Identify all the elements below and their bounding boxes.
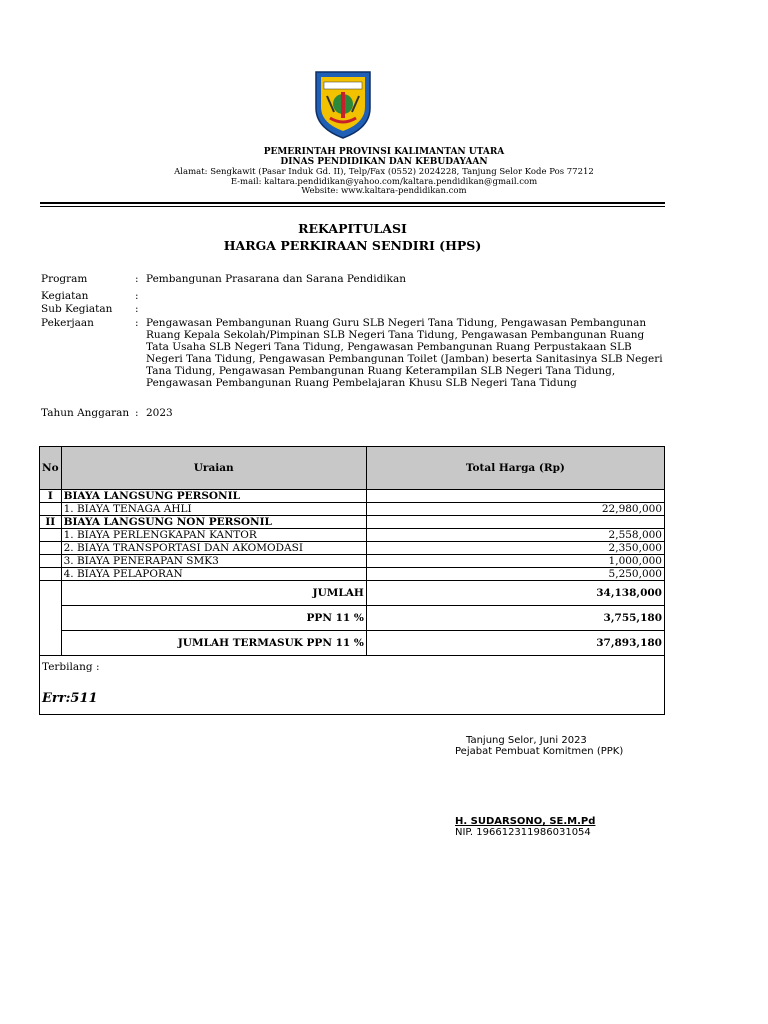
table-row [40,529,665,542]
subkegiatan-label: Sub Kegiatan [41,303,113,315]
program-label: Program [41,273,88,285]
total-value: 37,893,180 [366,631,664,656]
ppn-value: 3,755,180 [366,606,664,631]
letterhead-email: E-mail: kaltara.pendidikan@yahoo.com/kaltara.pendidikan@gmail.com [230,177,538,187]
item-label: 1. BIAYA TENAGA AHLI [61,503,366,516]
kegiatan-label: Kegiatan [41,290,89,302]
section-row [40,516,665,529]
section-label: BIAYA LANGSUNG PERSONIL [61,490,366,503]
letterhead-divider-thin [40,206,665,207]
pekerjaan-colon: : [135,317,139,329]
tahun-anggaran-label: Tahun Anggaran [41,407,130,419]
tahun-anggaran-value: 2023 [146,407,173,419]
item-label: 1. BIAYA PERLENGKAPAN KANTOR [61,529,366,542]
document-title: REKAPITULASI [298,221,407,236]
letterhead-department: DINAS PENDIDIKAN DAN KEBUDAYAAN [280,157,488,167]
signature-name: H. SUDARSONO, SE.M.Pd [455,816,596,827]
item-value: 2,558,000 [366,529,664,542]
item-value: 2,350,000 [366,542,664,555]
total-row [40,631,665,656]
letterhead-province: PEMERINTAH PROVINSI KALIMANTAN UTARA [263,147,505,157]
program-value: Pembangunan Prasarana dan Sarana Pendidikan [146,273,407,285]
jumlah-value: 34,138,000 [366,581,664,606]
item-label: 3. BIAYA PENERAPAN SMK3 [61,555,366,568]
pekerjaan-value: Pengawasan Pembangunan Ruang Guru SLB Negeri Tana Tidung, Pengawasan Pembangunan Ruang Kepala Sekolah/Pimpinan SLB Negeri Tana Tidung, Pengawasan Pembangunan Ruang Tata Usaha SLB Negeri Tana Tidung, Pengawasan Pembangunan Ruang Perpustakaan SLB Negeri Tana Tidung, Pengawasan Pembangunan Toilet (Jamban) beserta Sanitasinya SLB Negeri Tana Tidung, Pengawasan Pembangunan Ruang Keterampilan SLB Negeri Tana Tidung, Pengawasan Pembangunan Ruang Pembelajaran Khusu SLB Negeri Tana Tidung [146,317,663,389]
table-row [40,555,665,568]
section-row [40,490,665,503]
section-no: I [40,490,62,503]
tahun-anggaran-colon: : [135,407,139,419]
letterhead-address: Alamat: Sengkawit (Pasar Induk Gd. II), Telp/Fax (0552) 2024228, Tanjung Selor Kode Pos 77212 [174,167,594,177]
signature-role: Pejabat Pembuat Komitmen (PPK) [455,746,624,757]
hps-table [39,446,665,715]
total-label: JUMLAH TERMASUK PPN 11 % [61,631,366,656]
jumlah-label: JUMLAH [61,581,366,606]
document-subtitle: HARGA PERKIRAAN SENDIRI (HPS) [223,238,482,253]
table-header-row [40,447,665,490]
signature-place-date: Tanjung Selor, Juni 2023 [466,735,587,746]
provincial-emblem-logo [312,68,374,140]
letterhead-website: Website: www.kaltara-pendidikan.com [301,186,467,196]
header-total: Total Harga (Rp) [366,447,664,490]
section-label: BIAYA LANGSUNG NON PERSONIL [61,516,366,529]
terbilang-value: Err:511 [42,691,98,706]
table-row [40,542,665,555]
section-no: II [40,516,62,529]
table-row [40,503,665,516]
terbilang-label: Terbilang : [42,661,100,673]
kegiatan-colon: : [135,290,139,302]
pekerjaan-label: Pekerjaan [41,317,94,329]
item-label: 2. BIAYA TRANSPORTASI DAN AKOMODASI [61,542,366,555]
jumlah-row [40,581,665,606]
item-value: 5,250,000 [366,568,664,581]
item-value: 22,980,000 [366,503,664,516]
program-colon: : [135,273,139,285]
table-row [40,568,665,581]
ppn-row [40,606,665,631]
subkegiatan-colon: : [135,303,139,315]
letterhead-divider-thick [40,202,665,204]
signature-nip: NIP. 196612311986031054 [455,827,591,838]
item-label: 4. BIAYA PELAPORAN [61,568,366,581]
header-uraian: Uraian [61,447,366,490]
ppn-label: PPN 11 % [61,606,366,631]
header-no: No [40,447,62,490]
item-value: 1,000,000 [366,555,664,568]
terbilang-row [40,656,665,715]
